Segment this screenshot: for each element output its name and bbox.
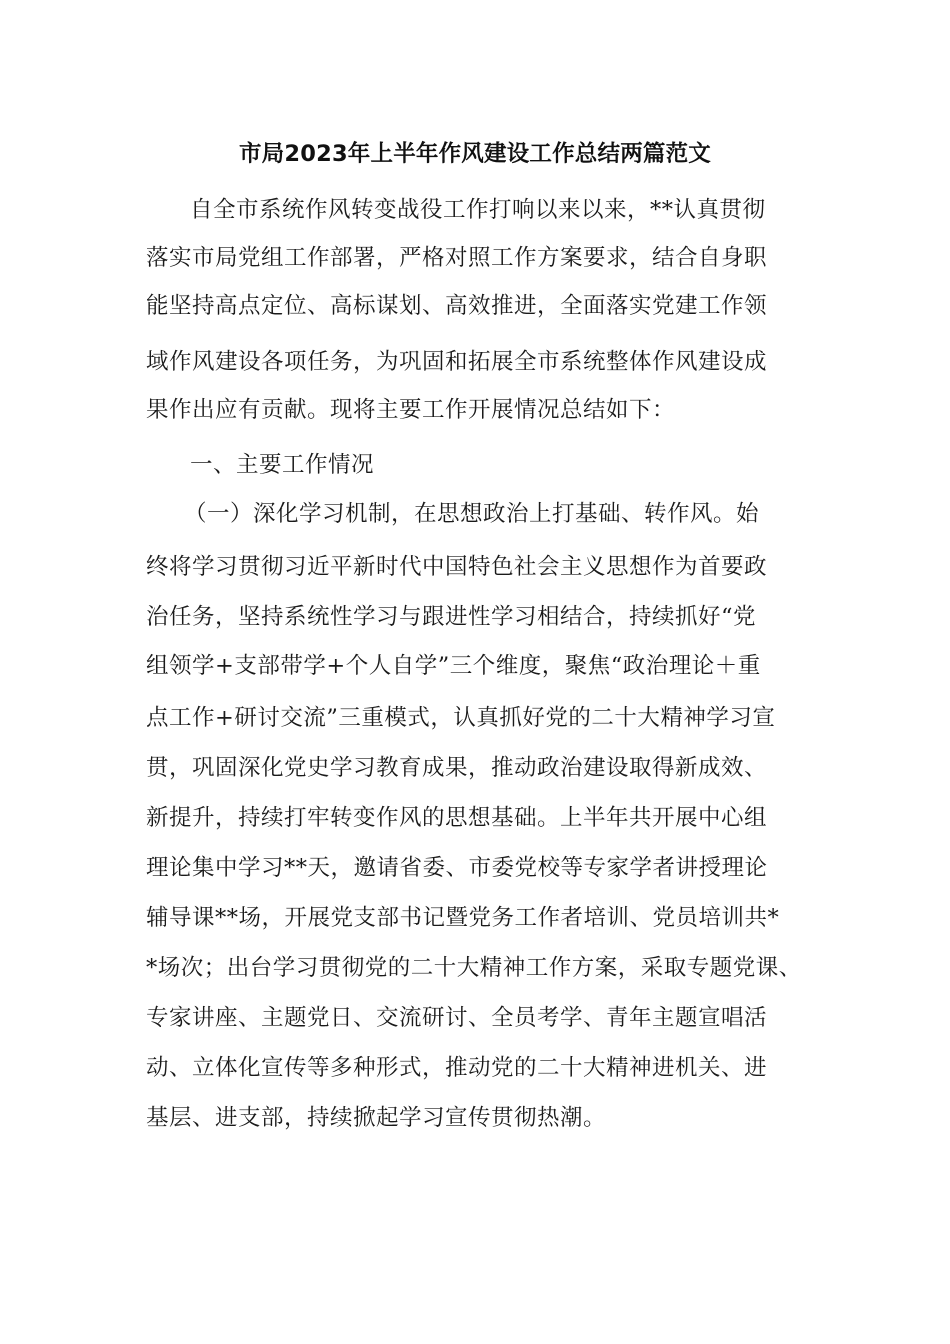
paragraph-line: 能坚持高点定位、高标谋划、高效推进，全面落实党建工作领: [146, 293, 768, 319]
paragraph-line: *场次；出台学习贯彻党的二十大精神工作方案，采取专题党课、: [146, 955, 802, 981]
paragraph-line: 专家讲座、主题党日、交流研讨、全员考学、青年主题宣唱活: [146, 1005, 768, 1031]
paragraph-line: 新提升，持续打牢转变作风的思想基础。上半年共开展中心组: [146, 805, 768, 831]
paragraph-line: 自全市系统作风转变战役工作打响以来以来，**认真贯彻: [190, 197, 766, 223]
subsection-heading-line: （一）深化学习机制，在思想政治上打基础、转作风。始: [184, 501, 760, 527]
paragraph-line: 落实市局党组工作部署，严格对照工作方案要求，结合自身职: [146, 245, 768, 271]
paragraph-line: 域作风建设各项任务，为巩固和拓展全市系统整体作风建设成: [146, 349, 768, 375]
paragraph-line: 组领学+支部带学+个人自学”三个维度，聚焦“政治理论＋重: [146, 653, 761, 679]
section-heading: 一、主要工作情况: [190, 452, 375, 478]
paragraph-line: 贯，巩固深化党史学习教育成果，推动政治建设取得新成效、: [146, 755, 768, 781]
document-title: 市局2023年上半年作风建设工作总结两篇范文: [238, 141, 712, 167]
paragraph-line: 果作出应有贡献。现将主要工作开展情况总结如下：: [146, 397, 676, 423]
paragraph-line: 理论集中学习**天，邀请省委、市委党校等专家学者讲授理论: [146, 855, 768, 881]
paragraph-line: 基层、进支部，持续掀起学习宣传贯彻热潮。: [146, 1105, 607, 1131]
paragraph-line: 辅导课**场，开展党支部书记暨党务工作者培训、党员培训共*: [146, 905, 780, 931]
paragraph-line: 点工作+研讨交流”三重模式，认真抓好党的二十大精神学习宣: [146, 705, 776, 731]
paragraph-line: 终将学习贯彻习近平新时代中国特色社会主义思想作为首要政: [146, 554, 768, 580]
paragraph-line: 动、立体化宣传等多种形式，推动党的二十大精神进机关、进: [146, 1055, 768, 1081]
paragraph-line: 治任务，坚持系统性学习与跟进性学习相结合，持续抓好“党: [146, 604, 757, 630]
